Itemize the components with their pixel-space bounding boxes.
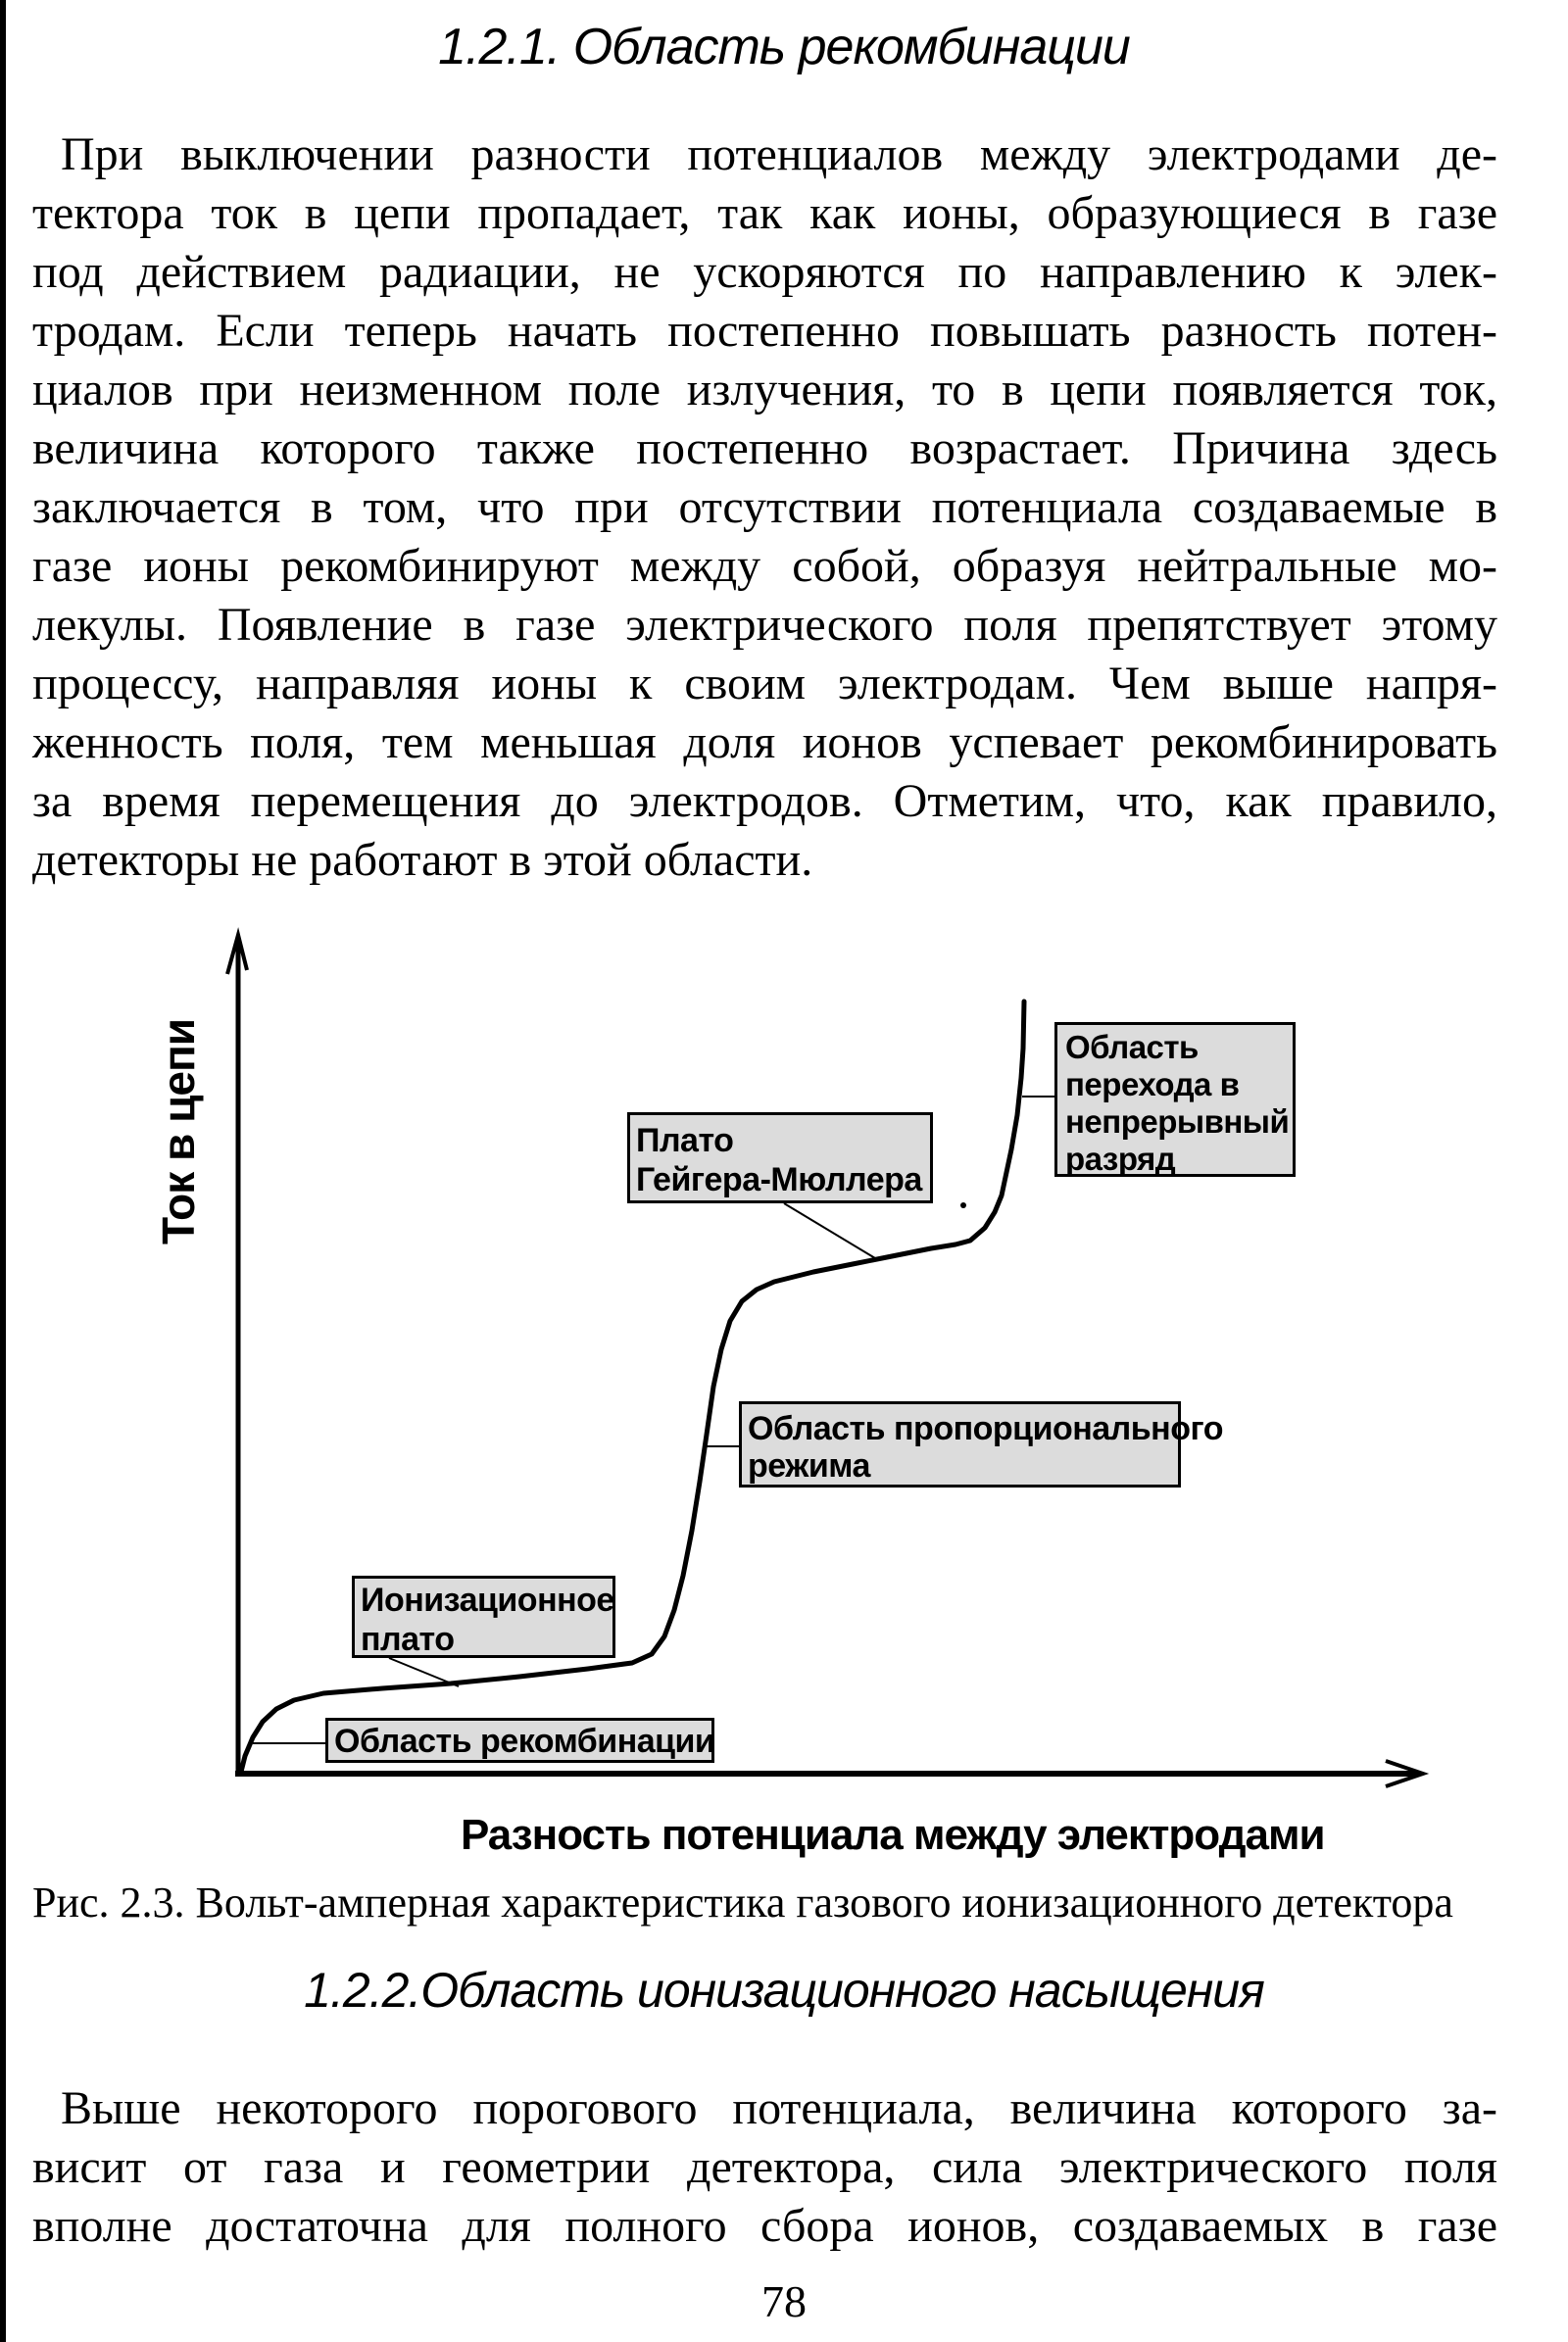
paragraph-line: за время перемещения до электродов. Отметим, что, как правило, (32, 775, 1497, 827)
paragraph-line: газе ионы рекомбинируют между собой, образуя нейтральные мо- (32, 540, 1497, 592)
label-box-recombination-region (325, 1718, 714, 1763)
y-axis-label: Ток в цепи (153, 1018, 204, 1245)
paragraph-line: вполне достаточна для полного сбора ионов, создаваемых в газе (32, 2200, 1497, 2252)
connector-geiger (784, 1203, 875, 1258)
label-box-text: разряд (1065, 1141, 1176, 1177)
paragraph-line: тектора ток в цепи пропадает, так как ионы, образующиеся в газе (32, 187, 1497, 239)
label-box-continuous-discharge-region (1054, 1022, 1296, 1177)
paragraph-1 (32, 125, 1497, 890)
label-box-text: Область рекомбинации (334, 1723, 715, 1760)
paragraph-line: циалов при неизменном поле излучения, то в цепи появляется ток, (32, 364, 1497, 415)
page-number: 78 (761, 2276, 807, 2326)
figure-volt-ampere-characteristic (0, 921, 1568, 1859)
paragraph-line: величина которого также постепенно возрастает. Причина здесь (32, 422, 1497, 474)
label-box-text: Ионизационное (361, 1582, 614, 1619)
section-heading-2: 1.2.2.Область ионизационного насыщения (304, 1963, 1264, 2018)
paragraph-line: При выключении разности потенциалов между электродами де- (61, 128, 1497, 180)
paragraph-line: заключается в том, что при отсутствии потенциала создаваемые в (32, 481, 1497, 533)
label-box-text: перехода в (1065, 1066, 1240, 1102)
x-axis-label: Разность потенциала между электродами (461, 1811, 1325, 1859)
paragraph-line: процессу, направляя ионы к своим электродам. Чем выше напря- (32, 658, 1497, 709)
section-heading-1: 1.2.1. Область рекомбинации (438, 19, 1130, 75)
label-box-text: Область (1065, 1029, 1199, 1065)
label-box-ionization-plateau (352, 1576, 615, 1658)
paragraph-line: под действием радиации, не ускоряются по направлению к элек- (32, 246, 1497, 298)
scan-speck-artifact (960, 1202, 966, 1208)
label-box-text: Плато (636, 1122, 734, 1159)
paragraph-2 (32, 2079, 1497, 2256)
label-box-proportional-region (739, 1401, 1223, 1488)
paragraph-line: лекулы. Появление в газе электрического поля препятствует этому (32, 599, 1497, 651)
label-box-text: Гейгера-Мюллера (636, 1161, 922, 1198)
figure-caption: Рис. 2.3. Вольт-амперная характеристика газового ионизационного детектора (32, 1878, 1453, 1927)
paragraph-line: висит от газа и геометрии детектора, сила электрического поля (32, 2141, 1497, 2193)
label-box-text: Область пропорционального (748, 1410, 1223, 1447)
paragraph-line: женность поля, тем меньшая доля ионов успевает рекомбинировать (32, 716, 1497, 768)
paragraph-line: Выше некоторого порогового потенциала, величина которого за- (61, 2082, 1497, 2134)
figure-plot-canvas (0, 921, 1568, 1793)
connector-ionization-plateau (389, 1658, 459, 1686)
label-box-text: непрерывный (1065, 1103, 1290, 1140)
paragraph-line: тродам. Если теперь начать постепенно повышать разность потен- (32, 305, 1497, 357)
label-box-geiger-mueller-plateau (627, 1112, 933, 1203)
label-box-text: плато (361, 1621, 455, 1658)
label-box-text: режима (748, 1447, 870, 1485)
paragraph-line: детекторы не работают в этой области. (32, 834, 813, 886)
